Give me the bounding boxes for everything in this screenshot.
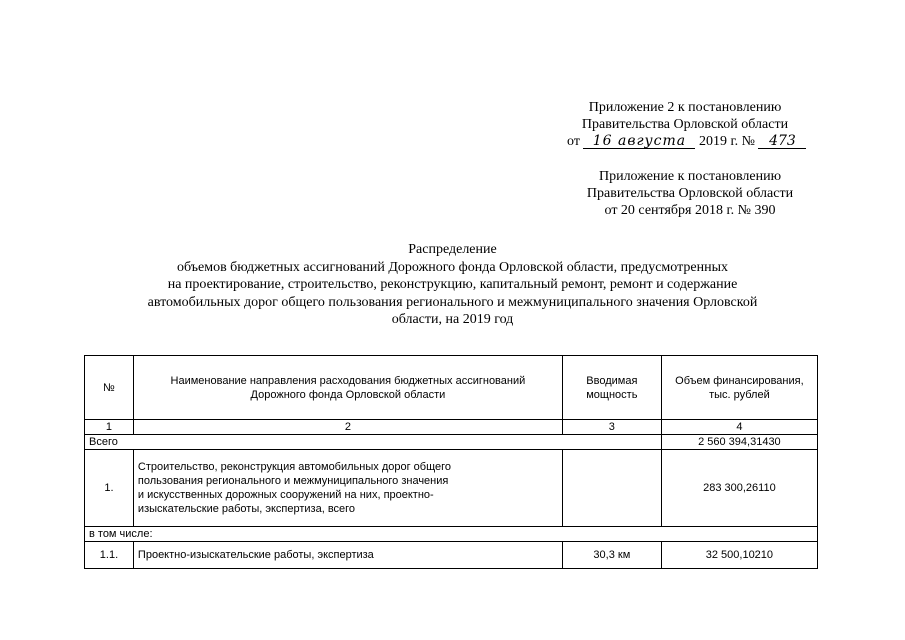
row-1-num: 1. <box>85 450 134 527</box>
header-capacity-line-2: мощность <box>586 388 638 401</box>
row-1-name-line-2: пользования регионального и межмуниципального значения <box>137 475 449 487</box>
header-capacity-line-1: Вводимая <box>586 374 638 387</box>
header-finance-line-1: Объем финансирования, <box>675 374 804 387</box>
column-number-4: 4 <box>661 420 817 435</box>
row-1-name-line-3: и искусственных дорожных сооружений на них, проектно- <box>137 489 434 501</box>
handwritten-number: 473 <box>758 135 806 149</box>
title-line-2: объемов бюджетных ассигнований Дорожного фонда Орловской области, предусмотренных <box>176 259 729 275</box>
title-line-5: области, на 2019 год <box>391 312 514 327</box>
row-1-name-line-1: Строительство, реконструкция автомобильных дорог общего <box>137 461 452 473</box>
row-1-name-line-4: изыскательские работы, экспертиза, всего <box>137 503 356 515</box>
annex-2-line-2: Правительства Орловской области <box>581 117 789 132</box>
from-label: от <box>567 134 580 149</box>
including-label: в том числе: <box>85 527 818 542</box>
header-finance <box>661 356 817 420</box>
annex-2-date-line <box>520 133 850 150</box>
row-1-1-name: Проектно-изыскательские работы, экспертиза <box>133 542 562 569</box>
original-annex-line-2: Правительства Орловской области <box>586 186 794 201</box>
column-number-2: 2 <box>133 420 562 435</box>
annex-2-line-1: Приложение 2 к постановлению <box>588 100 782 115</box>
original-annex-line-3: от 20 сентября 2018 г. № 390 <box>604 203 776 218</box>
header-finance-line-2: тыс. рублей <box>709 388 770 401</box>
year-label: 2019 г. № <box>698 134 755 149</box>
column-number-1: 1 <box>85 420 134 435</box>
header-name <box>133 356 562 420</box>
handwritten-date: 16 августа <box>583 135 695 149</box>
header-name-line-2: Дорожного фонда Орловской области <box>250 388 446 401</box>
row-1-1-capacity: 30,3 км <box>562 542 661 569</box>
row-1-name <box>133 450 562 527</box>
original-annex-header <box>540 168 840 219</box>
header-capacity <box>562 356 661 420</box>
column-number-3: 3 <box>562 420 661 435</box>
header-num: № <box>85 356 134 420</box>
allocation-table <box>84 355 818 569</box>
total-value: 2 560 394,31430 <box>661 435 817 450</box>
table-row <box>85 542 818 569</box>
column-number-row <box>85 420 818 435</box>
including-row <box>85 527 818 542</box>
document-title <box>80 241 825 329</box>
table-header-row <box>85 356 818 420</box>
row-1-capacity <box>562 450 661 527</box>
original-annex-line-1: Приложение к постановлению <box>598 169 782 184</box>
row-1-1-num: 1.1. <box>85 542 134 569</box>
total-label: Всего <box>85 435 662 450</box>
table-row <box>85 450 818 527</box>
title-line-3: на проектирование, строительство, реконструкцию, капитальный ремонт, ремонт и содержание <box>167 277 738 292</box>
annex-2-header <box>520 99 850 150</box>
title-line-1: Распределение <box>408 242 497 257</box>
title-line-4: автомобильных дорог общего пользования регионального и межмуниципального значения Орловской <box>147 294 758 310</box>
total-row <box>85 435 818 450</box>
row-1-value: 283 300,26110 <box>661 450 817 527</box>
header-name-line-1: Наименование направления расходования бюджетных ассигнований <box>170 374 526 387</box>
row-1-1-value: 32 500,10210 <box>661 542 817 569</box>
